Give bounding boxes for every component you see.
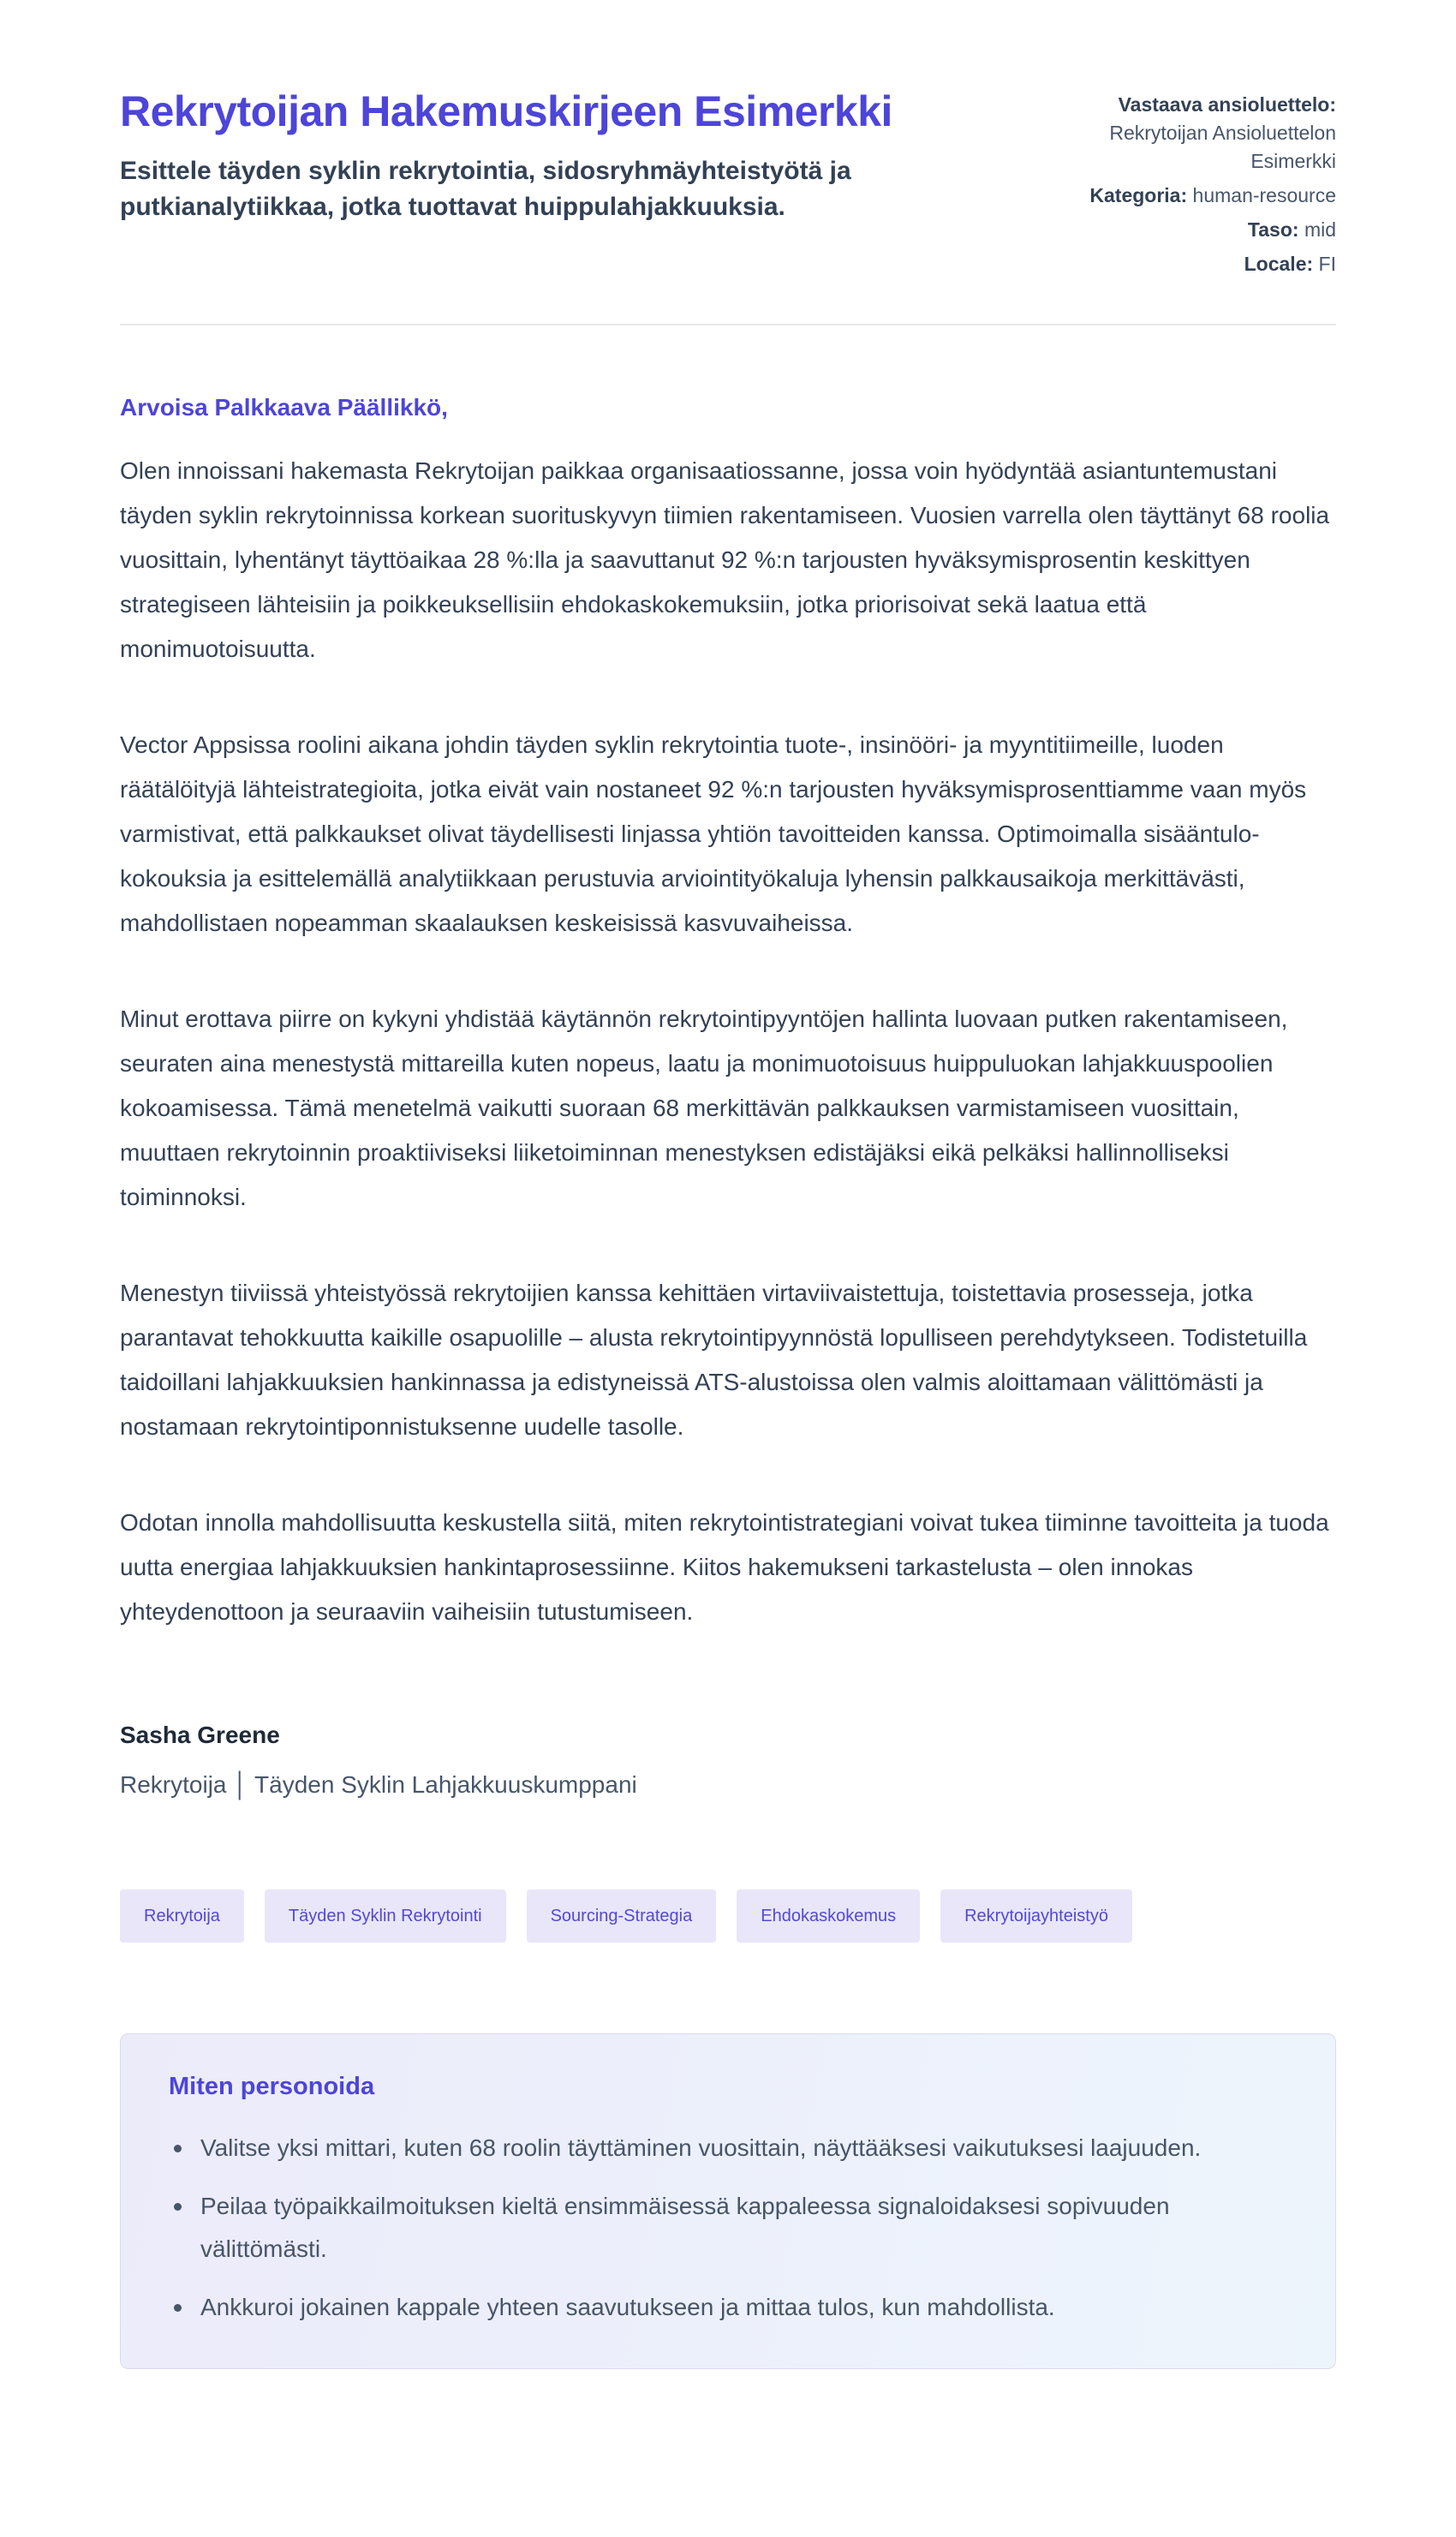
signature-role: Rekrytoija │ Täyden Syklin Lahjakkuuskumppani xyxy=(120,1771,637,1798)
personalize-list xyxy=(169,2127,1287,2329)
header-divider xyxy=(120,324,1336,325)
meta-locale-value: FI xyxy=(1318,253,1336,275)
letter-paragraph: Olen innoissani hakemasta Rekrytoijan paikkaa organisaatiossanne, jossa voin hyödyntää asiantuntemustani täyden syklin rekrytoinnissa korkean suorituskyvyn tiimien rakentamiseen. Vuosien varrella olen täyttänyt 68 roolia vuosittain, lyhentänyt täyttöaikaa 28 %:lla ja saavuttanut 92 %:n tarjousten hyväksymisprosentin keskittyen strategiseen lähteisiin ja poikkeuksellisiin ehdokaskokemuksiin, jotka priorisoivat sekä laatua että monimuotoisuutta. xyxy=(120,457,1330,662)
meta-panel xyxy=(1045,91,1336,284)
meta-level-label: Taso: xyxy=(1247,218,1299,241)
letter-paragraph: Menestyn tiiviissä yhteistyössä rekrytoijien kanssa kehittäen virtaviivaistettuja, toistettavia prosesseja, jotka parantavat tehokkuutta kaikille osapuolille – alusta rekrytointipyynnöstä lopulliseen perehdytykseen. Todistetuilla taidoillani lahjakkuuksien hankinnassa ja edistyneissä ATS-alustoissa olen valmis aloittamaan välittömästi ja nostamaan rekrytointiponnistuksenne uudelle tasolle. xyxy=(120,1280,1308,1440)
personalize-title: Miten personoida xyxy=(169,2073,375,2100)
meta-category-label: Kategoria: xyxy=(1089,184,1188,206)
tag-list xyxy=(120,1889,1336,1943)
letter-paragraph: Odotan innolla mahdollisuutta keskustella siitä, miten rekrytointistrategiani voivat tukea tiiminne tavoitteita ja tuoda uutta energiaa lahjakkuuksien hankintaprosessiinne. Kiitos hakemukseni tarkastelusta – olen innokas yhteydenottoon ja seuraaviin vaiheisiin tutustumiseen. xyxy=(120,1509,1329,1625)
tip-item xyxy=(169,2286,1287,2329)
meta-level xyxy=(1045,216,1336,244)
tag-chip[interactable]: Ehdokaskokemus xyxy=(737,1889,920,1943)
personalize-box xyxy=(120,2033,1336,2369)
meta-level-value: mid xyxy=(1304,218,1336,241)
tag-chip[interactable]: Rekrytoija xyxy=(120,1889,244,1943)
tag-chip[interactable]: Täyden Syklin Rekrytointi xyxy=(265,1889,506,1943)
meta-locale xyxy=(1045,250,1336,278)
cover-letter-page xyxy=(120,0,1336,2369)
page-subtitle: Esittele täyden syklin rekrytointia, sidosryhmäyhteistyötä ja putkianalytiikkaa, jotka tuottavat huippulahjakkuuksia. xyxy=(120,157,851,221)
meta-resume-value: Rekrytoijan Ansioluettelon Esimerkki xyxy=(1109,122,1336,172)
signature-name: Sasha Greene xyxy=(120,1722,280,1748)
header-title-block xyxy=(120,84,1015,225)
page-title: Rekrytoijan Hakemuskirjeen Esimerkki xyxy=(120,87,892,135)
meta-category xyxy=(1045,182,1336,210)
letter-paragraph: Vector Appsissa roolini aikana johdin täyden syklin rekrytointia tuote-, insinööri- ja myyntitiimeille, luoden räätälöityjä lähteistrategioita, jotka eivät vain nostaneet 92 %:n tarjousten hyväksymisprosenttiamme vaan myös varmistivat, että palkkaukset olivat täydellisesti linjassa yhtiön tavoitteiden kanssa. Optimoimalla sisääntulo-kokouksia ja esittelemällä analytiikkaan perustuvia arviointityökaluja lyhensin palkkausaikoja merkittävästi, mahdollistaen nopeamman skaalauksen keskeisissä kasvuvaiheissa. xyxy=(120,731,1307,936)
bullet-icon xyxy=(174,2203,182,2211)
tip-text: Ankkuroi jokainen kappale yhteen saavutukseen ja mittaa tulos, kun mahdollista. xyxy=(200,2294,1055,2320)
meta-locale-label: Locale: xyxy=(1244,253,1314,275)
letter-body xyxy=(120,389,1336,1807)
tip-text: Peilaa työpaikkailmoituksen kieltä ensimmäisessä kappaleessa signaloidaksesi sopivuuden välittömästi. xyxy=(200,2193,1170,2262)
letter-paragraph: Minut erottava piirre on kykyni yhdistää käytännön rekrytointipyyntöjen hallinta luovaan putken rakentamiseen, seuraten aina menestystä mittareilla kuten nopeus, laatu ja monimuotoisuus huippuluokan lahjakkuuspoolien kokoamisessa. Tämä menetelmä vaikutti suoraan 68 merkittävän palkkauksen varmistamiseen vuosittain, muuttaen rekrytoinnin proaktiiviseksi liiketoiminnan menestyksen edistäjäksi eikä pelkäksi hallinnolliseksi toiminnoksi. xyxy=(120,1006,1288,1210)
tip-text: Valitse yksi mittari, kuten 68 roolin täyttäminen vuosittain, näyttääksesi vaikutuksesi laajuuden. xyxy=(200,2134,1202,2161)
tip-item xyxy=(169,2127,1287,2170)
meta-resume-label: Vastaava ansioluettelo: xyxy=(1118,93,1336,116)
bullet-icon xyxy=(174,2304,182,2312)
meta-matching-resume xyxy=(1045,91,1336,176)
meta-category-value: human-resource xyxy=(1192,184,1336,206)
letter-paragraphs xyxy=(120,449,1336,1634)
bullet-icon xyxy=(174,2145,182,2152)
tag-chip[interactable]: Rekrytoijayhteistyö xyxy=(940,1889,1132,1943)
header xyxy=(120,84,1336,284)
letter-greeting: Arvoisa Palkkaava Päällikkö, xyxy=(120,394,448,421)
tip-item xyxy=(169,2185,1287,2271)
tag-chip[interactable]: Sourcing-Strategia xyxy=(527,1889,717,1943)
